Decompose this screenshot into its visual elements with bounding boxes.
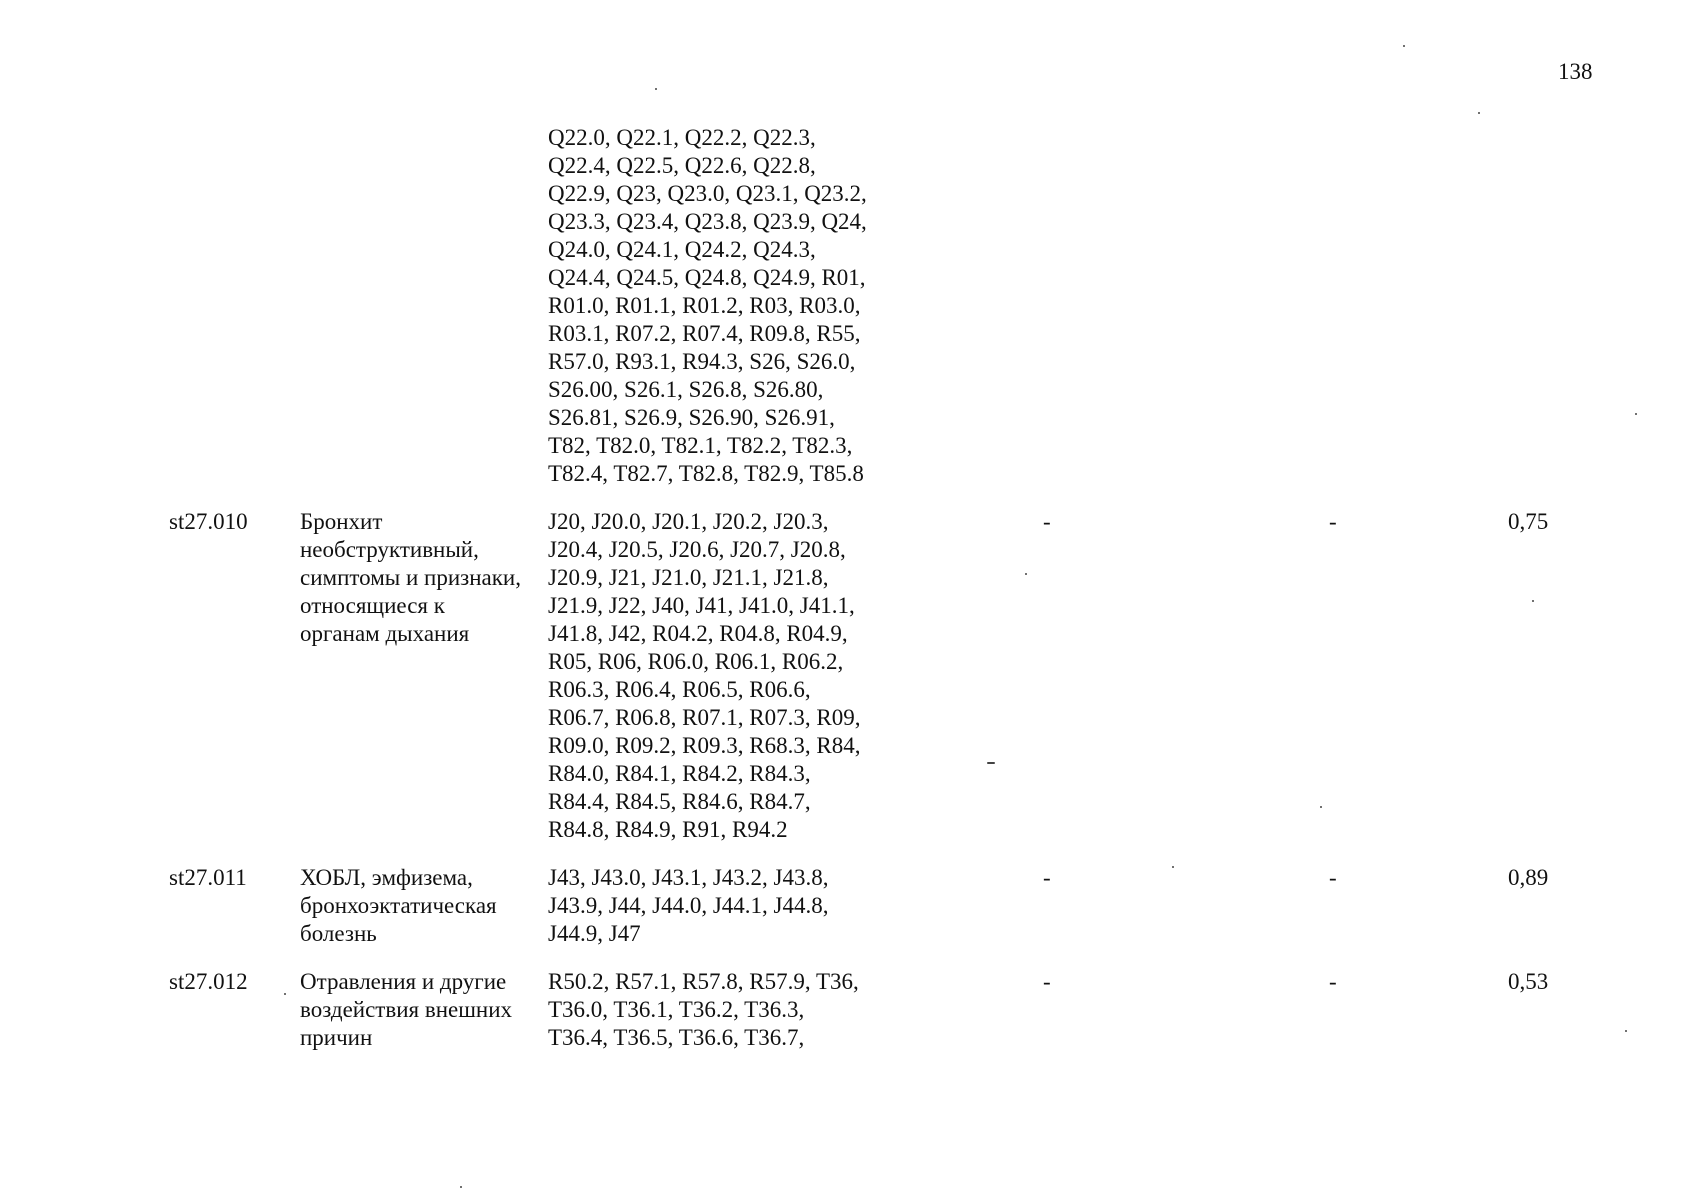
row-name: Бронхит необструктивный, симптомы и признаки, относящиеся к органам дыхания — [300, 509, 521, 646]
row-col4: - — [1043, 509, 1051, 534]
row-name: Отравления и другие воздействия внешних причин — [300, 969, 513, 1050]
row-code: st27.011 — [169, 865, 247, 890]
row-icd-codes: J20, J20.0, J20.1, J20.2, J20.3, J20.4, J20.5, J20.6, J20.7, J20.8, J20.9, J21, J21.0, J21.1, J21.8, J21.9, J22, J40, J41, J41.0, J41.1, J41.8, J42, R04.2, R04.8, R04.9, R05, R06, R06.0, R06.1, R06.2, R06.3, R06.4, R06.5, R06.6, R06.7, R06.8, R07.1, R07.3, R09, R09.0, R09.2, R09.3, R68.3, R84, R84.0, R84.1, R84.2, R84.3, R84.4, R84.5, R84.6, R84.7, R84.8, R84.9, R91, R94.2 — [548, 509, 861, 842]
row-coefficient: 0,89 — [1508, 865, 1549, 890]
row-col5: - — [1329, 969, 1337, 994]
row-col4: - — [1043, 865, 1051, 890]
row-col5: - — [1329, 509, 1337, 534]
row-icd-codes: R50.2, R57.1, R57.8, R57.9, T36, T36.0, T36.1, T36.2, T36.3, T36.4, T36.5, T36.6, T36.7, — [548, 969, 859, 1050]
row-name: ХОБЛ, эмфизема, бронхоэктатическая болезнь — [300, 865, 497, 946]
continued-icd-codes: Q22.0, Q22.1, Q22.2, Q22.3, Q22.4, Q22.5, Q22.6, Q22.8, Q22.9, Q23, Q23.0, Q23.1, Q23.2, Q23.3, Q23.4, Q23.8, Q23.9, Q24, Q24.0, Q24.1, Q24.2, Q24.3, Q24.4, Q24.5, Q24.8, Q24.9, R01, R01.0, R01.1, R01.2, R03, R03.0, R03.1, R07.2, R07.4, R09.8, R55, R57.0, R93.1, R94.3, S26, S26.0, S26.00, S26.1, S26.8, S26.80, S26.81, S26.9, S26.90, S26.91, T82, T82.0, T82.1, T82.2, T82.3, T82.4, T82.7, T82.8, T82.9, T85.8 — [548, 125, 867, 486]
row-coefficient: 0,75 — [1508, 509, 1549, 534]
row-coefficient: 0,53 — [1508, 969, 1549, 994]
row-col5: - — [1329, 865, 1337, 890]
row-code: st27.012 — [169, 969, 248, 994]
row-col4: - — [1043, 969, 1051, 994]
row-icd-codes: J43, J43.0, J43.1, J43.2, J43.8, J43.9, J44, J44.0, J44.1, J44.8, J44.9, J47 — [548, 865, 829, 946]
row-code: st27.010 — [169, 509, 248, 534]
page-number: 138 — [1558, 59, 1593, 84]
